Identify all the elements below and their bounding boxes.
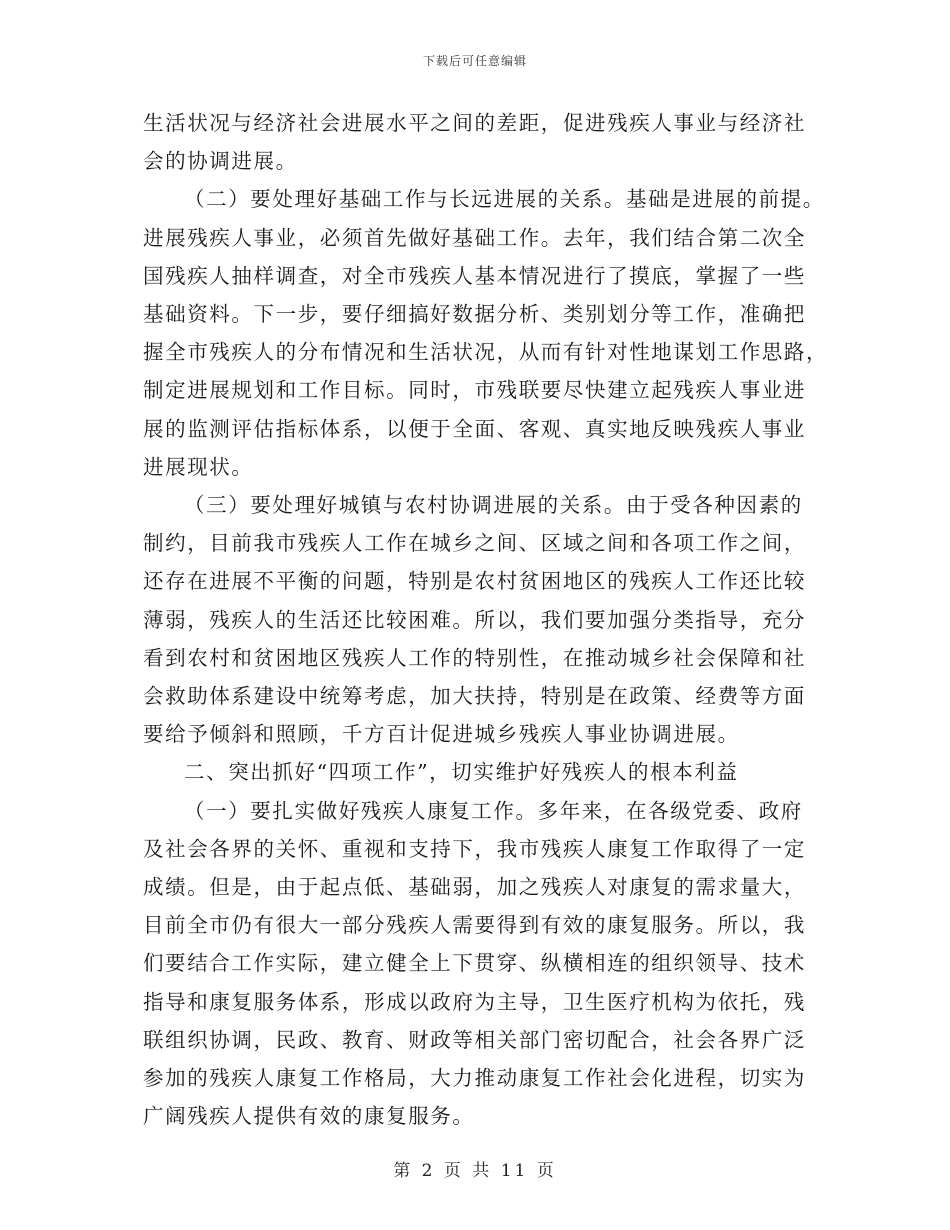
text-line: 制定进展规划和工作目标。同时，市残联要尽快建立起残疾人事业进 (143, 378, 806, 403)
text-line: 联组织协调，民政、教育、财政等相关部门密切配合，社会各界广泛 (143, 1027, 806, 1052)
text-line: （二）要处理好基础工作与长远进展的关系。基础是进展的前提。 (184, 187, 825, 212)
text-line: 制约，目前我市残疾人工作在城乡之间、区域之间和各项工作之间， (143, 531, 806, 556)
text-line: 指导和康复服务体系，形成以政府为主导，卫生医疗机构为依托，残 (143, 989, 806, 1014)
text-line: 进展现状。 (143, 454, 254, 479)
text-line: 生活状况与经济社会进展水平之间的差距，促进残疾人事业与经济社 (143, 111, 806, 135)
text-line: 成绩。但是，由于起点低、基础弱，加之残疾人对康复的需求量大， (143, 875, 806, 900)
text-line: 参加的残疾人康复工作格局，大力推动康复工作社会化进程，切实为 (143, 1066, 806, 1091)
page-header: 下载后可任意编辑 (422, 54, 527, 68)
document-body (143, 104, 829, 1135)
text-line: 看到农村和贫困地区残疾人工作的特别性，在推动城乡社会保障和社 (143, 645, 806, 670)
text-line: 目前全市仍有很大一部分残疾人需要得到有效的康复服务。所以，我 (143, 913, 806, 938)
text-line: 进展残疾人事业，必须首先做好基础工作。去年，我们结合第二次全 (143, 225, 806, 250)
text-line: （三）要处理好城镇与农村协调进展的关系。由于受各种因素的 (184, 493, 803, 518)
text-line: 会救助体系建设中统筹考虑，加大扶持，特别是在政策、经费等方面 (143, 684, 806, 709)
text-line: 展的监测评估指标体系，以便于全面、客观、真实地反映残疾人事业 (143, 416, 806, 441)
text-line: 基础资料。下一步，要仔细搞好数据分析、类别划分等工作，准确把 (143, 302, 806, 327)
text-line: 要给予倾斜和照顾，千方百计促进城乡残疾人事业协调进展。 (143, 722, 740, 747)
text-line: 会的协调进展。 (143, 149, 298, 174)
text-line: 们要结合工作实际，建立健全上下贯穿、纵横相连的组织领导、技术 (143, 951, 806, 976)
text-line: 国残疾人抽样调查，对全市残疾人基本情况进行了摸底，掌握了一些 (143, 263, 806, 288)
text-line: 及社会各界的关怀、重视和支持下，我市残疾人康复工作取得了一定 (143, 836, 806, 861)
text-line: 握全市残疾人的分布情况和生活状况，从而有针对性地谋划工作思路， (143, 340, 829, 365)
text-line: （一）要扎实做好残疾人康复工作。多年来，在各级党委、政府 (184, 798, 803, 823)
page-number: 第 2 页 共 11 页 (393, 1161, 557, 1181)
text-line: 还存在进展不平衡的问题，特别是农村贫困地区的残疾人工作还比较 (143, 569, 806, 594)
text-line: 薄弱，残疾人的生活还比较困难。所以，我们要加强分类指导，充分 (143, 607, 806, 632)
text-line: 广阔残疾人提供有效的康复服务。 (143, 1104, 475, 1129)
section-heading: 二、突出抓好“四项工作”，切实维护好残疾人的根本利益 (184, 760, 739, 785)
